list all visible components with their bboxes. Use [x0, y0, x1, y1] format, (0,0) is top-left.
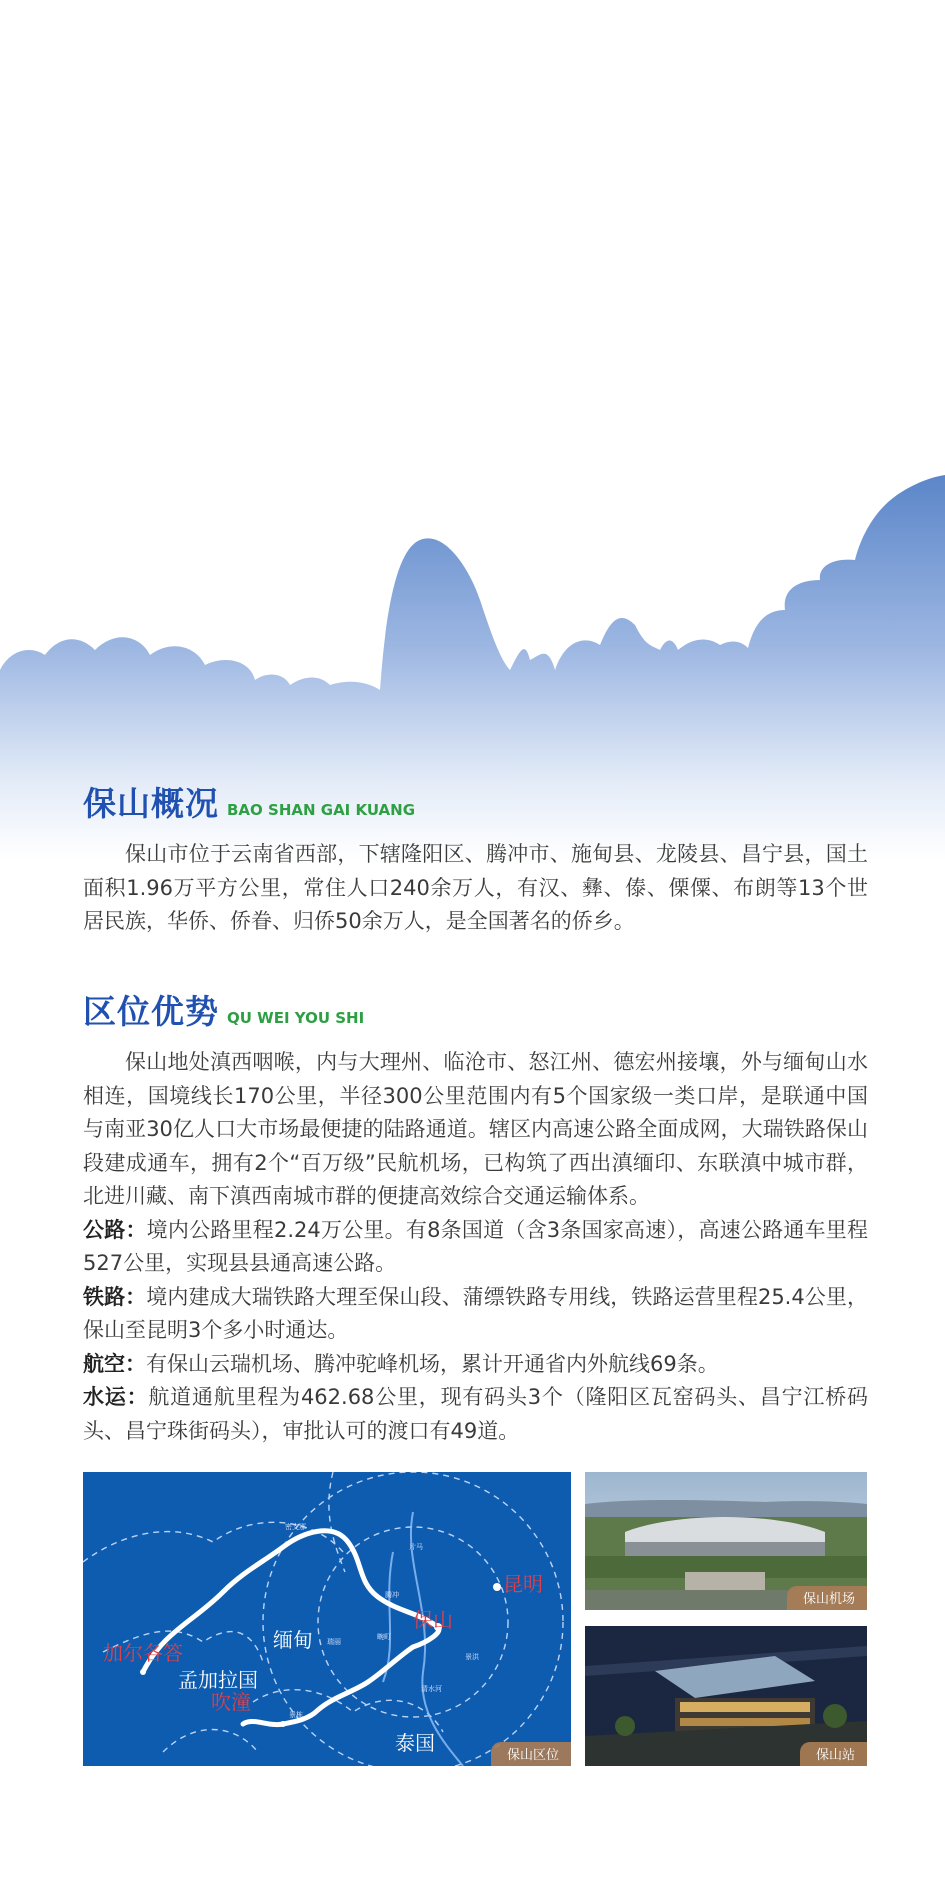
map-label-bangladesh: 孟加拉国	[178, 1668, 258, 1692]
map-label-thailand: 泰国	[395, 1731, 435, 1755]
overview-text	[83, 838, 868, 939]
location-heading	[83, 986, 364, 1033]
air-label: 航空：	[83, 1351, 146, 1376]
map-label-baoshan: 保山	[413, 1608, 453, 1632]
transport-item-road	[83, 1214, 868, 1281]
map-label-kunming: 昆明	[503, 1572, 543, 1596]
airport-photo	[585, 1472, 867, 1610]
map-graphic	[83, 1472, 571, 1766]
location-map	[83, 1472, 571, 1766]
map-small-label: 片马	[409, 1543, 423, 1551]
map-label-chittagong: 吹潼	[211, 1690, 251, 1714]
airport-caption: 保山机场	[787, 1586, 867, 1610]
map-small-label: 景洪	[465, 1653, 479, 1661]
map-small-label: 景栋	[289, 1711, 303, 1719]
overview-title-cn: 保山概况	[83, 784, 219, 823]
overview-title-en: BAO SHAN GAI KUANG	[227, 801, 416, 819]
road-label: 公路：	[83, 1217, 147, 1242]
map-small-label: 瑞丽	[327, 1638, 341, 1646]
location-text	[83, 1046, 868, 1448]
map-small-label: 腾冲	[385, 1591, 399, 1599]
overview-heading	[83, 778, 415, 825]
map-label-kolkata: 加尔各答	[103, 1641, 183, 1665]
water-label: 水运：	[83, 1385, 149, 1409]
map-small-label: 畹町	[377, 1633, 391, 1641]
transport-item-water	[83, 1381, 868, 1448]
map-label-myanmar: 缅甸	[273, 1628, 313, 1652]
station-photo	[585, 1626, 867, 1766]
map-caption: 保山区位	[491, 1742, 571, 1766]
air-text: 有保山云瑞机场、腾冲驼峰机场，累计开通省内外航线69条。	[146, 1351, 719, 1376]
rail-text: 境内建成大瑞铁路大理至保山段、蒲缥铁路专用线，铁路运营里程25.4公里，保山至昆明3个多小时通达。	[83, 1284, 868, 1342]
location-title-en: QU WEI YOU SHI	[227, 1009, 365, 1027]
map-small-label: 密支那	[285, 1523, 306, 1531]
overview-paragraph: 保山市位于云南省西部，下辖隆阳区、腾冲市、施甸县、龙陵县、昌宁县，国土面积1.96万平方公里，常住人口240余万人，有汉、彝、傣、傈僳、布朗等13个世居民族，华侨、侨眷、归侨50余万人，是全国著名的侨乡。	[83, 842, 868, 933]
transport-item-air	[83, 1348, 868, 1382]
location-paragraph: 保山地处滇西咽喉，内与大理州、临沧市、怒江州、德宏州接壤，外与缅甸山水相连，国境线长170公里，半径300公里范围内有5个国家级一类口岸，是联通中国与南亚30亿人口大市场最便捷的陆路通道。辖区内高速公路全面成网，大瑞铁路保山段建成通车，拥有2个“百万级”民航机场，已构筑了西出滇缅印、东联滇中城市群，北进川藏、南下滇西南城市群的便捷高效综合交通运输体系。	[83, 1050, 868, 1208]
rail-label: 铁路：	[83, 1284, 147, 1309]
transport-item-rail	[83, 1281, 868, 1348]
station-caption: 保山站	[800, 1742, 867, 1766]
location-title-cn: 区位优势	[83, 992, 219, 1031]
water-text: 航道通航里程为462.68公里，现有码头3个（隆阳区瓦窑码头、昌宁江桥码头、昌宁珠街码头），审批认可的渡口有49道。	[83, 1385, 869, 1443]
map-small-label: 清水河	[421, 1685, 442, 1693]
road-text: 境内公路里程2.24万公里。有8条国道（含3条国家高速），高速公路通车里程527公里，实现县县通高速公路。	[83, 1217, 868, 1275]
